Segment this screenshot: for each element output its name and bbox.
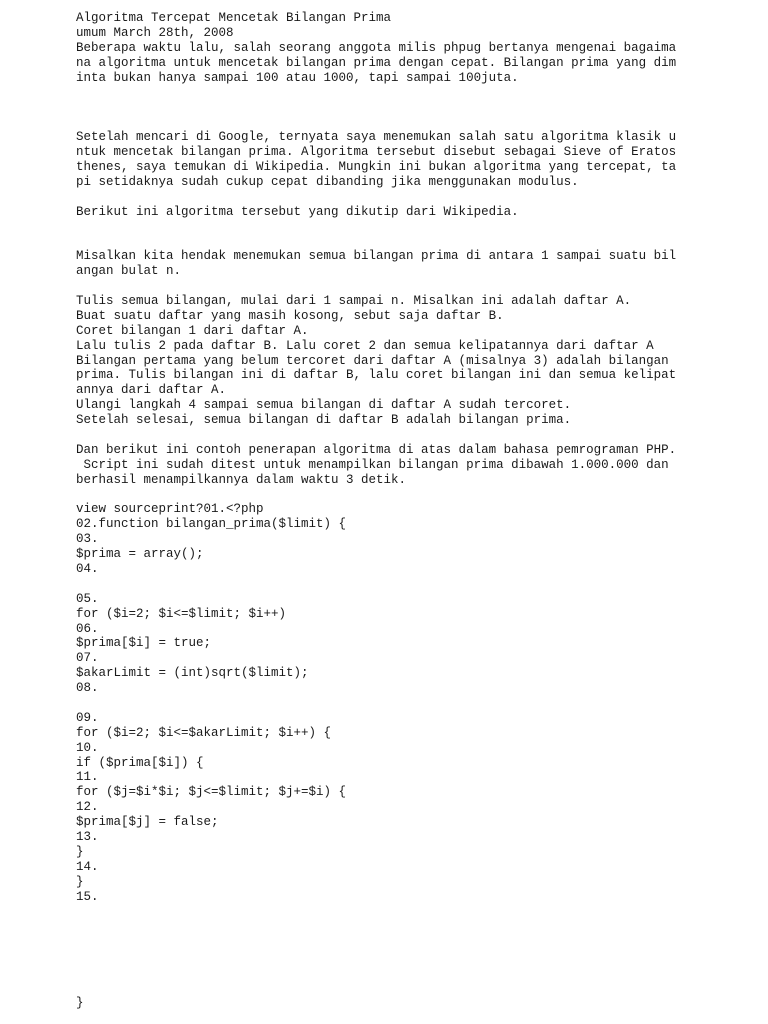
code-line: 03.	[76, 532, 99, 547]
text-line: berhasil menampilkannya dalam waktu 3 detik.	[76, 472, 407, 487]
spacer	[76, 85, 706, 130]
code-line: for ($j=$i*$i; $j<=$limit; $j+=$i) {	[76, 785, 347, 800]
text-line: pi setidaknya sudah cukup cepat dibanding jika menggunakan modulus.	[76, 174, 579, 189]
document-page	[76, 11, 706, 1011]
step-line: Bilangan pertama yang belum tercoret dari daftar A (misalnya 3) adalah bilangan	[76, 353, 669, 368]
code-line: }	[76, 844, 84, 859]
text-line: Script ini sudah ditest untuk menampilkan bilangan prima dibawah 1.000.000 dan	[76, 457, 669, 472]
text-line: angan bulat n.	[76, 264, 182, 279]
code-line: $akarLimit = (int)sqrt($limit);	[76, 666, 309, 681]
text-line: ntuk mencetak bilangan prima. Algoritma tersebut disebut sebagai Sieve of Eratos	[76, 145, 677, 160]
code-line: 12.	[76, 800, 99, 815]
code-line: view sourceprint?01.<?php	[76, 502, 264, 517]
step-line: prima. Tulis bilangan ini di daftar B, lalu coret bilangan ini dan semua kelipat	[76, 368, 677, 383]
code-line: 11.	[76, 770, 99, 785]
text-line: inta bukan hanya sampai 100 atau 1000, tapi sampai 100juta.	[76, 70, 519, 85]
text-line: Dan berikut ini contoh penerapan algoritma di atas dalam bahasa pemrograman PHP.	[76, 442, 677, 457]
intro-paragraph	[76, 41, 706, 86]
spacer	[76, 577, 706, 592]
code-line: }	[76, 874, 84, 889]
code-line: 13.	[76, 830, 99, 845]
code-line: if ($prima[$i]) {	[76, 755, 204, 770]
code-line: $prima = array();	[76, 547, 204, 562]
spacer	[76, 190, 706, 205]
step-line: Tulis semua bilangan, mulai dari 1 sampai n. Misalkan ini adalah daftar A.	[76, 293, 632, 308]
text-line: Beberapa waktu lalu, salah seorang anggota milis phpug bertanya mengenai bagaima	[76, 40, 677, 55]
text-line: Berikut ini algoritma tersebut yang dikutip dari Wikipedia.	[76, 204, 519, 219]
code-line: 08.	[76, 681, 99, 696]
code-line: 06.	[76, 621, 99, 636]
misal-paragraph	[76, 249, 706, 279]
post-meta: umum March 28th, 2008	[76, 25, 234, 40]
spacer	[76, 488, 706, 503]
step-line: Lalu tulis 2 pada daftar B. Lalu coret 2 dan semua kelipatannya dari daftar A	[76, 338, 654, 353]
code-line: 02.function bilangan_prima($limit) {	[76, 517, 347, 532]
code-listing	[76, 502, 706, 1011]
code-line: 07.	[76, 651, 99, 666]
spacer	[76, 696, 706, 711]
spacer	[76, 904, 706, 996]
code-line: $prima[$i] = true;	[76, 636, 212, 651]
document-title: Algoritma Tercepat Mencetak Bilangan Prima	[76, 11, 392, 25]
code-line: 15.	[76, 889, 99, 904]
step-line: annya dari daftar A.	[76, 383, 227, 398]
wiki-paragraph	[76, 205, 706, 220]
step-line: Setelah selesai, semua bilangan di daftar B adalah bilangan prima.	[76, 413, 572, 428]
code-line: 04.	[76, 561, 99, 576]
google-paragraph	[76, 130, 706, 190]
text-line: na algoritma untuk mencetak bilangan prima dengan cepat. Bilangan prima yang dim	[76, 55, 677, 70]
code-line: $prima[$j] = false;	[76, 815, 219, 830]
spacer	[76, 279, 706, 294]
step-line: Coret bilangan 1 dari daftar A.	[76, 323, 309, 338]
spacer	[76, 428, 706, 443]
text-line: Setelah mencari di Google, ternyata saya menemukan salah satu algoritma klasik u	[76, 130, 677, 145]
text-line: Misalkan kita hendak menemukan semua bilangan prima di antara 1 sampai suatu bil	[76, 249, 677, 264]
step-line: Ulangi langkah 4 sampai semua bilangan di daftar A sudah tercoret.	[76, 398, 572, 413]
spacer	[76, 219, 706, 249]
text-line: thenes, saya temukan di Wikipedia. Mungkin ini bukan algoritma yang tercepat, ta	[76, 159, 677, 174]
code-line: }	[76, 996, 84, 1011]
code-line: 09.	[76, 710, 99, 725]
code-line: for ($i=2; $i<=$akarLimit; $i++) {	[76, 725, 332, 740]
code-line: for ($i=2; $i<=$limit; $i++)	[76, 606, 287, 621]
code-line: 14.	[76, 859, 99, 874]
algorithm-steps	[76, 294, 706, 428]
php-paragraph	[76, 443, 706, 488]
step-line: Buat suatu daftar yang masih kosong, sebut saja daftar B.	[76, 308, 504, 323]
code-line: 05.	[76, 591, 99, 606]
code-line: 10.	[76, 740, 99, 755]
